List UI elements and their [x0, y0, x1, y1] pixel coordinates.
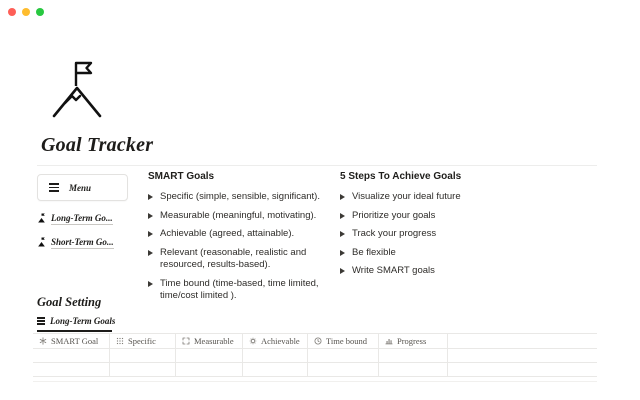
sidebar-item-long-term-go[interactable] — [37, 210, 137, 228]
achieve-step-item-text: Be flexible — [352, 246, 396, 258]
table-cell[interactable] — [176, 363, 243, 376]
smart-goals-list — [148, 191, 340, 303]
column-header-progress[interactable] — [379, 334, 448, 348]
gear-icon — [249, 337, 257, 345]
toggle-triangle-icon[interactable] — [148, 194, 153, 200]
goal-setting-title: Goal Setting — [37, 295, 102, 309]
expand-icon — [182, 337, 190, 345]
header-divider — [37, 165, 597, 166]
toggle-triangle-icon[interactable] — [148, 281, 153, 287]
achieve-step-item[interactable] — [340, 228, 530, 241]
sidebar-item-label: Short-Term Go... — [51, 237, 114, 247]
column-header-measurable[interactable] — [176, 334, 243, 348]
table-cell[interactable] — [379, 349, 448, 362]
column-header-label: Specific — [128, 336, 156, 346]
smart-goal-item[interactable] — [148, 228, 340, 241]
smart-goal-item-text: Specific (simple, sensible, significant). — [160, 191, 320, 202]
table-cell[interactable] — [110, 349, 176, 362]
smart-goal-item[interactable] — [148, 191, 340, 204]
page-title: Goal Tracker — [41, 134, 154, 156]
table-cell[interactable] — [243, 363, 308, 376]
column-header-achievable[interactable] — [243, 334, 308, 348]
table-cell[interactable] — [110, 363, 176, 376]
achieve-step-item[interactable] — [340, 247, 530, 260]
sidebar — [37, 174, 137, 252]
sidebar-links — [37, 210, 137, 252]
zoom-window-button[interactable] — [36, 8, 44, 16]
smart-goals-column — [148, 171, 340, 309]
table-cell[interactable] — [33, 349, 110, 362]
active-tab-indicator — [37, 330, 112, 332]
table-header-row — [33, 334, 597, 349]
minimize-window-button[interactable] — [22, 8, 30, 16]
table-row — [33, 349, 597, 363]
mountain-flag-icon — [46, 58, 108, 127]
five-steps-list — [340, 191, 530, 278]
toggle-triangle-icon[interactable] — [148, 213, 153, 219]
column-header-label: Achievable — [261, 336, 300, 346]
table-row — [33, 363, 597, 377]
table-cell[interactable] — [243, 349, 308, 362]
table-cell[interactable] — [33, 363, 110, 376]
achieve-step-item-text: Track your progress — [352, 228, 437, 239]
smart-goal-item-text: Time bound (time-based, time limited, time/cost limited ). — [160, 277, 319, 301]
five-steps-column — [340, 171, 530, 284]
achieve-step-item[interactable] — [340, 210, 530, 223]
column-header-label: Measurable — [194, 336, 234, 346]
smart-goal-item[interactable] — [148, 210, 340, 223]
achieve-step-item-text: Visualize your ideal future — [352, 191, 461, 202]
toggle-triangle-icon[interactable] — [148, 250, 153, 256]
bar-chart-icon — [385, 337, 393, 345]
table-cell[interactable] — [379, 363, 448, 376]
five-steps-title: 5 Steps To Achieve Goals — [340, 171, 462, 182]
toggle-triangle-icon[interactable] — [340, 194, 345, 200]
smart-goal-item[interactable] — [148, 247, 340, 272]
column-header-label: SMART Goal — [51, 336, 99, 346]
toggle-triangle-icon[interactable] — [340, 231, 345, 237]
column-header-empty — [448, 334, 597, 348]
hamburger-icon — [49, 183, 59, 192]
smart-goal-item-text: Relevant (reasonable, realistic and resourced, results-based). — [160, 246, 307, 270]
achieve-step-item[interactable] — [340, 191, 530, 204]
table-cell-empty — [448, 349, 597, 362]
column-header-specific[interactable] — [110, 334, 176, 348]
smart-goals-title: SMART Goals — [148, 171, 215, 182]
tab-long-term-goals[interactable] — [37, 316, 115, 326]
asterisk-icon — [39, 337, 47, 345]
table-cell[interactable] — [308, 363, 379, 376]
column-header-time-bound[interactable] — [308, 334, 379, 348]
achieve-step-item[interactable] — [340, 265, 530, 278]
toggle-triangle-icon[interactable] — [148, 231, 153, 237]
table-cell[interactable] — [176, 349, 243, 362]
smart-goal-item-text: Measurable (meaningful, motivating). — [160, 209, 317, 221]
column-header-smart-goal[interactable] — [33, 334, 110, 348]
toggle-triangle-icon[interactable] — [340, 250, 345, 256]
menu-label: Menu — [69, 182, 92, 193]
table-bottom-line — [33, 381, 597, 382]
column-header-label: Progress — [397, 336, 427, 346]
achieve-step-item-text: Write SMART goals — [352, 265, 435, 276]
toggle-triangle-icon[interactable] — [340, 213, 345, 219]
column-header-label: Time bound — [326, 336, 368, 346]
goal-table — [33, 333, 597, 377]
achieve-step-item-text: Prioritize your goals — [352, 209, 436, 221]
close-window-button[interactable] — [8, 8, 16, 16]
table-cell[interactable] — [308, 349, 379, 362]
clock-icon — [314, 337, 322, 345]
smart-goal-item[interactable] — [148, 278, 340, 303]
window-controls — [8, 8, 44, 16]
sidebar-item-short-term-go[interactable] — [37, 234, 137, 252]
grid-dots-icon — [116, 337, 124, 345]
mountain-flag-icon — [37, 234, 46, 252]
mountain-flag-icon — [37, 210, 46, 228]
tab-label: Long-Term Goals — [50, 316, 116, 326]
sidebar-item-label: Long-Term Go... — [51, 213, 113, 223]
menu-button[interactable] — [37, 174, 128, 201]
toggle-triangle-icon[interactable] — [340, 268, 345, 274]
table-cell-empty — [448, 363, 597, 376]
list-icon — [37, 317, 45, 325]
smart-goal-item-text: Achievable (agreed, attainable). — [160, 228, 295, 239]
